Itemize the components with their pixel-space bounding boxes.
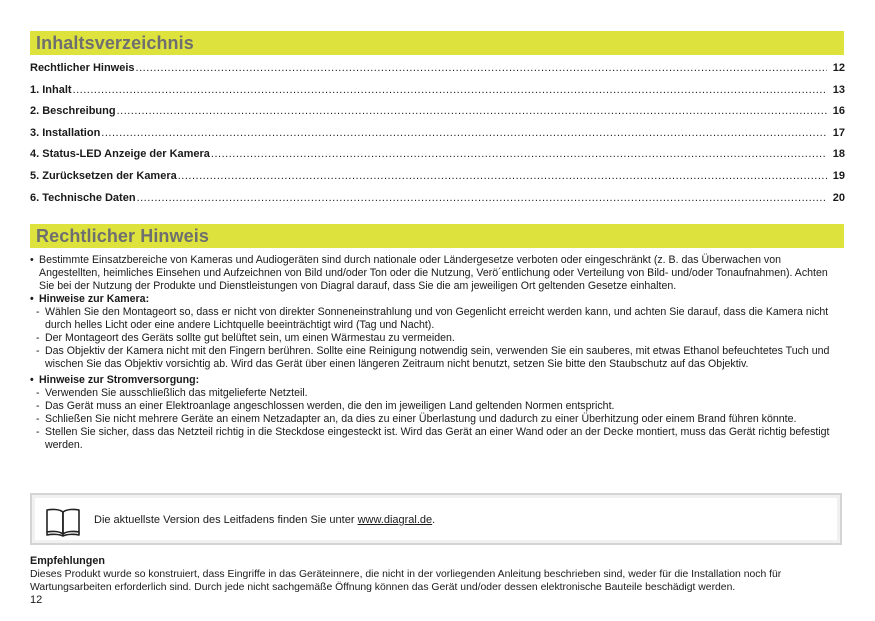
- toc-heading: Inhaltsverzeichnis: [36, 33, 194, 53]
- toc-entry-title: 3. Installation: [30, 126, 101, 139]
- camera-note-item: - Wählen Sie den Montageort so, dass er nicht von direkter Sonneneinstrahlung und von Gegenlicht erreicht werden kann, und achten Sie darauf, dass die Kamera nicht durch helles Licht oder eine andere Lichtquelle beeinträchtigt wird (Tag und Nacht).: [30, 306, 830, 332]
- power-notes-title: • Hinweise zur Stromversorgung:: [30, 374, 830, 387]
- toc-entry-page: 18: [832, 148, 845, 161]
- camera-note-item: - Der Montageort des Geräts sollte gut belüftet sein, um einen Wärmestau zu vermeiden.: [30, 332, 830, 345]
- toc-entry[interactable]: [30, 62, 845, 84]
- toc-leader: [211, 148, 827, 160]
- diagral-link[interactable]: www.diagral.de: [357, 514, 433, 526]
- note-text-before: Die aktuellste Version des Leitfadens finden Sie unter: [94, 514, 358, 526]
- toc-entry-page: 20: [832, 191, 845, 204]
- toc-entry[interactable]: [30, 192, 845, 214]
- toc-entry-page: 12: [832, 62, 845, 74]
- table-of-contents: [30, 62, 845, 213]
- legal-intro: • Bestimmte Einsatzbereiche von Kameras und Audiogeräten sind durch nationale oder Ländergesetze verboten oder eingeschränkt (z. B. das Überwachen von Angestellten, heimliches Einsehen und Aufzeichnen von Bild und/oder Ton oder die Nutzung, Verö´entlichung oder Verteilung von Bild- und/oder Tonaufnahmen). Achten Sie bei der Nutzung der Produkte und Dienstleistungen von Diagral darauf, dass Sie die am jeweiligen Ort geltenden Gesetze einhalten.: [30, 254, 830, 293]
- toc-entry[interactable]: [30, 84, 845, 106]
- recommendations-title: Empfehlungen: [30, 555, 105, 567]
- page-number: 12: [30, 594, 43, 606]
- toc-entry[interactable]: [30, 105, 845, 127]
- camera-notes-title: • Hinweise zur Kamera:: [30, 293, 830, 306]
- toc-leader: [137, 192, 827, 204]
- toc-entry-page: 17: [832, 126, 845, 139]
- toc-entry-title: Rechtlicher Hinweis: [30, 62, 135, 74]
- toc-entry[interactable]: [30, 148, 845, 170]
- recommendations: [30, 555, 840, 594]
- note-text-after: .: [432, 514, 436, 526]
- toc-leader: [101, 127, 827, 139]
- recommendations-text: Dieses Produkt wurde so konstruiert, dass Eingriffe in das Geräteinnere, die nicht in der vorliegenden Anleitung beschrieben sind, weder für die Installation noch für Wartungsarbeiten erforderlich sind. Durch jede nicht sachgemäße Öffnung können das Gerät und/oder dessen elektronische Bauteile beschädigt werden.: [30, 569, 782, 593]
- camera-note-item: - Das Objektiv der Kamera nicht mit den Fingern berühren. Sollte eine Reinigung notwendig sein, verwenden Sie ein sauberes, mit etwas Ethanol befeuchtetes Tuch und wischen Sie das Objektiv vorsichtig ab. Wird das Gerät über einen längeren Zeitraum nicht benutzt, setzen Sie bitte den Staubschutz auf das Objektiv.: [30, 345, 830, 371]
- guide-note-box: [30, 493, 842, 545]
- legal-heading-banner: [30, 224, 844, 248]
- power-note-item: - Verwenden Sie ausschließlich das mitgelieferte Netzteil.: [30, 387, 830, 400]
- legal-notice: [30, 254, 830, 452]
- book-icon: [44, 506, 82, 538]
- guide-note-text: [94, 514, 435, 526]
- toc-entry-title: 2. Beschreibung: [30, 105, 116, 118]
- power-note-item: - Schließen Sie nicht mehrere Geräte an einem Netzadapter an, da dies zu einer Überlastung und dadurch zu einer Überhitzung oder einem Brand führen könnte.: [30, 413, 830, 426]
- toc-entry-title: 4. Status-LED Anzeige der Kamera: [30, 148, 210, 161]
- toc-entry-page: 16: [832, 105, 845, 118]
- toc-leader: [178, 170, 827, 182]
- toc-leader: [136, 62, 827, 74]
- toc-entry[interactable]: [30, 170, 845, 192]
- toc-leader: [73, 84, 827, 96]
- toc-entry-page: 19: [832, 169, 845, 182]
- toc-entry[interactable]: [30, 127, 845, 149]
- toc-leader: [117, 105, 827, 117]
- legal-heading: Rechtlicher Hinweis: [36, 226, 209, 246]
- toc-entry-title: 1. Inhalt: [30, 83, 72, 96]
- toc-entry-page: 13: [832, 83, 845, 96]
- toc-entry-title: 5. Zurücksetzen der Kamera: [30, 169, 177, 182]
- power-note-item: - Stellen Sie sicher, dass das Netzteil richtig in die Steckdose eingesteckt ist. Wird das Gerät an einer Wand oder an der Decke montiert, muss das Gerät richtig befestigt werden.: [30, 426, 830, 452]
- power-note-item: - Das Gerät muss an einer Elektroanlage angeschlossen werden, die den im jeweiligen Land geltenden Normen entspricht.: [30, 400, 830, 413]
- toc-entry-title: 6. Technische Daten: [30, 191, 136, 204]
- toc-heading-banner: [30, 31, 844, 55]
